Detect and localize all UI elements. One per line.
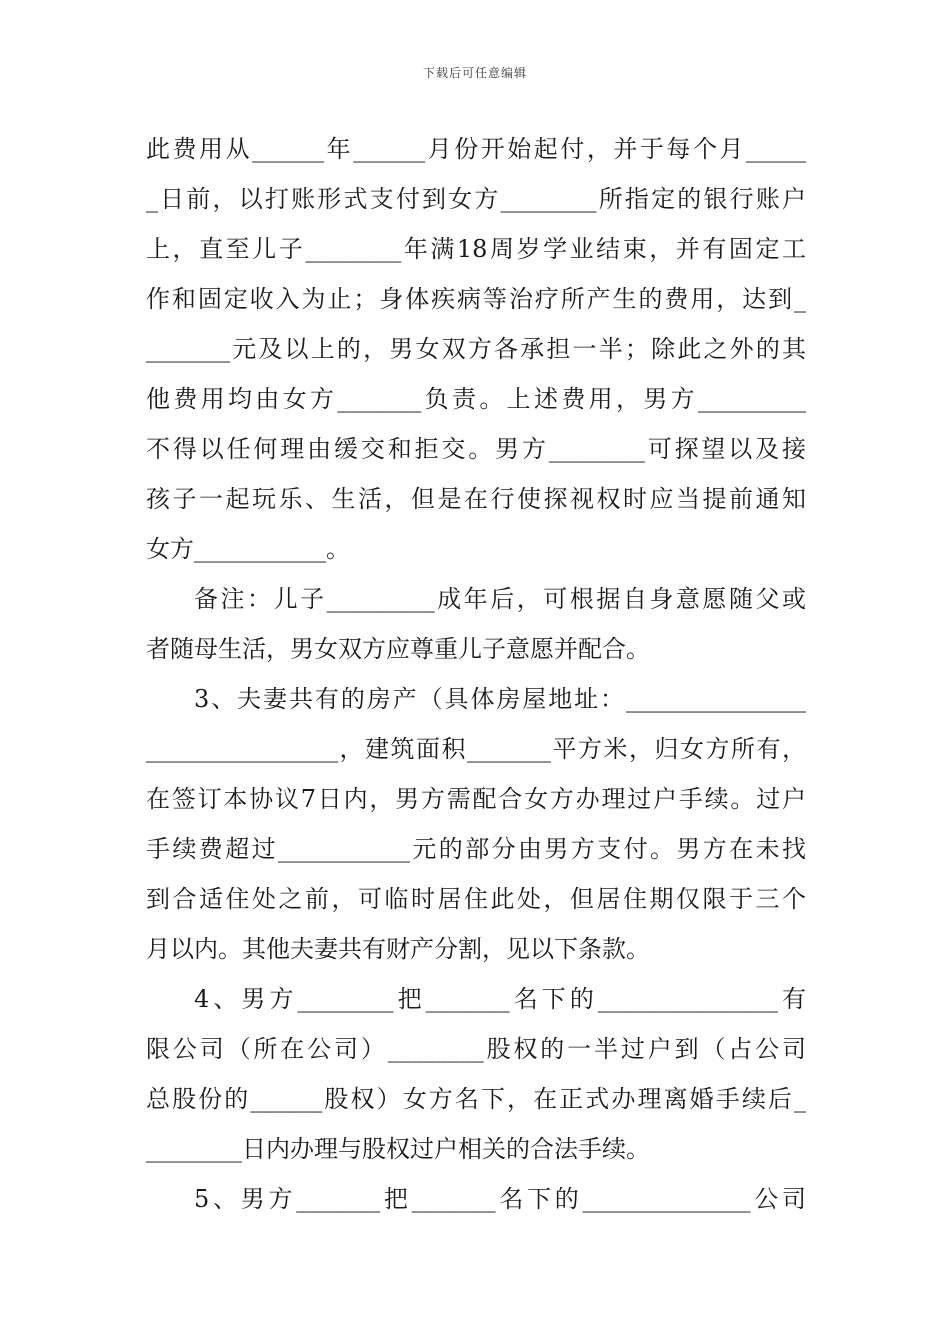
text-line: 作和固定收入为止；身体疾病等治疗所产生的费用，达到_ [146,285,806,313]
text-line: ________________，建筑面积_______平方米，归女方所有， [146,735,806,763]
document-body [146,124,806,1224]
text-line: 到合适住处之前，可临时居住此处，但居住期仅限于三个 [146,885,806,913]
text-line: 3、夫妻共有的房产（具体房屋地址：_______________ [194,685,806,713]
text-line: _______元及以上的，男女双方各承担一半；除此之外的其 [146,335,806,363]
text-line: 者随母生活，男女双方应尊重儿子意愿并配合。 [146,635,650,663]
text-line: 限公司（所在公司）________股权的一半过户到（占公司 [146,1035,806,1063]
text-line: 此费用从______年______月份开始起付，并于每个月_____ [146,135,806,163]
text-line: 他费用均由女方_______负责。上述费用，男方_________ [146,385,806,413]
text-line: 手续费超过___________元的部分由男方支付。男方在未找 [146,835,806,863]
text-line: 月以内。其他夫妻共有财产分割，见以下条款。 [146,935,650,963]
text-line: 4、男方________把_______名下的_______________有 [194,985,806,1013]
text-line: _日前，以打账形式支付到女方________所指定的银行账户 [146,185,806,213]
text-line: 总股份的______股权）女方名下，在正式办理离婚手续后_ [146,1085,806,1113]
text-line: 在签订本协议7日内，男方需配合女方办理过户手续。过户 [146,785,806,813]
text-line: 孩子一起玩乐、生活，但是在行使探视权时应当提前通知 [146,485,806,513]
text-line: 备注：儿子_________成年后，可根据自身意愿随父或 [194,585,806,613]
text-line: 女方___________。 [146,535,350,563]
text-line: 不得以任何理由缓交和拒交。男方________可探望以及接 [146,435,806,463]
text-line: ________日内办理与股权过户相关的合法手续。 [146,1135,650,1163]
page-header: 下载后可任意编辑 [422,66,527,80]
text-line: 5、男方_______把_______名下的______________公司 [194,1185,806,1213]
text-line: 上，直至儿子________年满18周岁学业结束，并有固定工 [146,235,806,263]
